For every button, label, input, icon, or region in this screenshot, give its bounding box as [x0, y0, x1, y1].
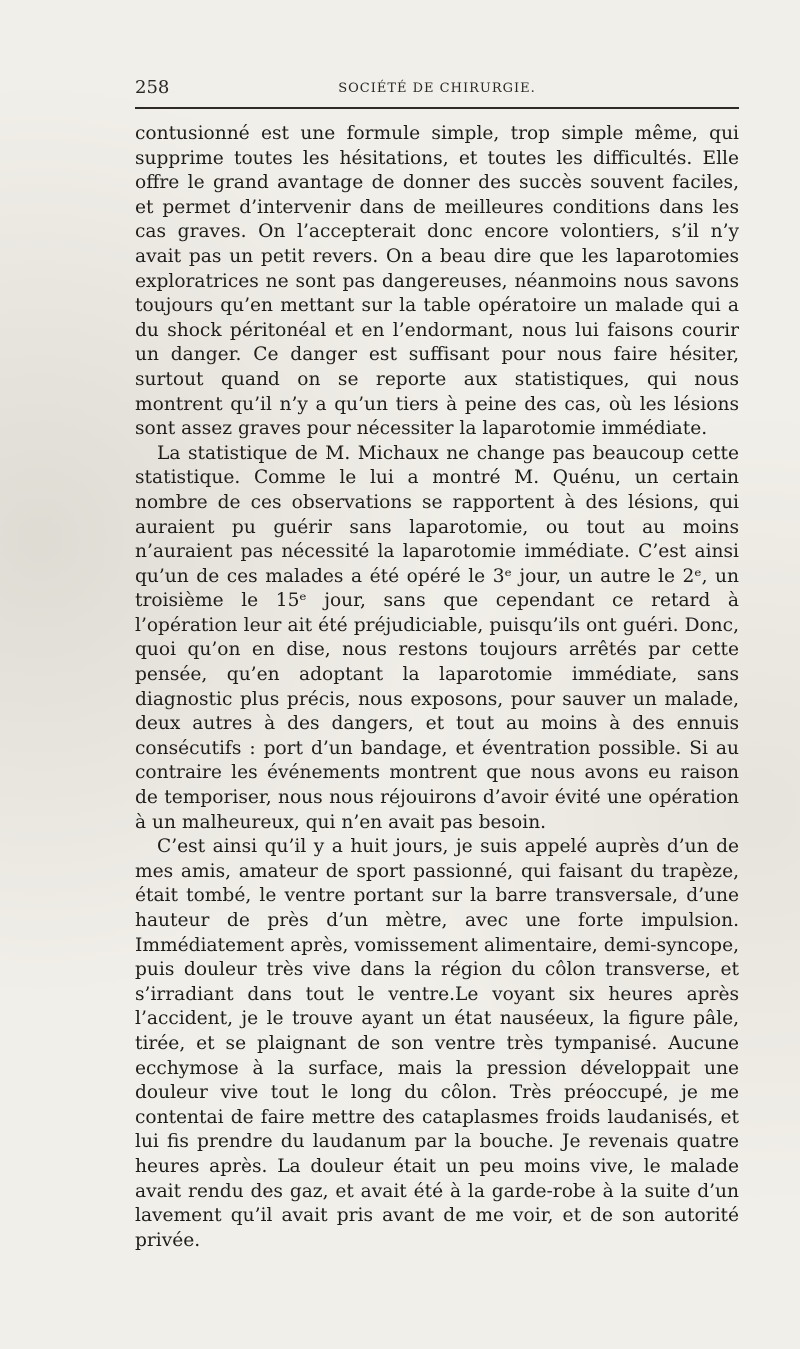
header-rule — [135, 107, 739, 109]
paragraph-continuation: contusionné est une formule simple, trop simple même, qui supprime toutes les hésitations, et toutes les difficultés. Elle offre le grand avantage de donner des succès souvent faciles, et permet d’intervenir dans de meilleures conditions dans les cas graves. On l’accepterait donc encore volontiers, s’il n’y avait pas un petit revers. On a beau dire que les laparotomies exploratrices ne sont pas dangereuses, néanmoins nous savons toujours qu’en mettant sur la table opératoire un malade qui a du shock péritonéal et en l’endormant, nous lui faisons courir un danger. Ce danger est suffisant pour nous faire hésiter, surtout quand on se reporte aux statistiques, qui nous montrent qu’il n’y a qu’un tiers à peine des cas, où les lésions sont assez graves pour nécessiter la laparotomie immédiate. — [135, 123, 739, 440]
body-text — [135, 122, 739, 1253]
paragraph-observation: C’est ainsi qu’il y a huit jours, je suis appelé auprès d’un de mes amis, amateur de sport passionné, qui faisant du trapèze, était tombé, le ventre portant sur la barre transversale, d’une hauteur de près d’un mètre, avec une forte impulsion. Immédiatement après, vomissement alimentaire, demi-syncope, puis douleur très vive dans la région du côlon transverse, et s’irradiant dans tout le ventre.Le voyant six heures après l’accident, je le trouve ayant un état nauséeux, la figure pâle, tirée, et se plaignant de son ventre très tympanisé. Aucune ecchymose à la surface, mais la pression développait une douleur vive tout le long du côlon. Très préoccupé, je me contentai de faire mettre des cataplasmes froids laudanisés, et lui fis prendre du laudanum par la bouche. Je revenais quatre heures après. La douleur était un peu moins vive, le malade avait rendu des gaz, et avait été à la garde-robe à la suite d’un lavement qu’il avait pris avant de me voir, et de son autorité privée. — [135, 836, 739, 1251]
running-title: SOCIÉTÉ DE CHIRURGIE. — [338, 81, 536, 96]
page-number: 258 — [135, 77, 170, 98]
running-head — [135, 76, 739, 100]
paragraph-statistique: La statistique de M. Michaux ne change pas beaucoup cette statistique. Comme le lui a montré M. Quénu, un certain nombre de ces observations se rapportent à des lésions, qui auraient pu guérir sans laparotomie, ou tout au moins n’auraient pas nécessité la laparotomie immédiate. C’est ainsi qu’un de ces malades a été opéré le 3ᵉ jour, un autre le 2ᵉ, un troisième le 15ᵉ jour, sans que cependant ce retard à l’opération leur ait été préjudiciable, puisqu’ils ont guéri. Donc, quoi qu’on en dise, nous restons toujours arrêtés par cette pensée, qu’en adoptant la laparotomie immédiate, sans diagnostic plus précis, nous exposons, pour sauver un malade, deux autres à des dangers, et tout au moins à des ennuis consécutifs : port d’un bandage, et éventration possible. Si au contraire les événements montrent que nous avons eu raison de temporiser, nous nous réjouirons d’avoir évité une opération à un malheureux, qui n’en avait pas besoin. — [135, 442, 739, 833]
